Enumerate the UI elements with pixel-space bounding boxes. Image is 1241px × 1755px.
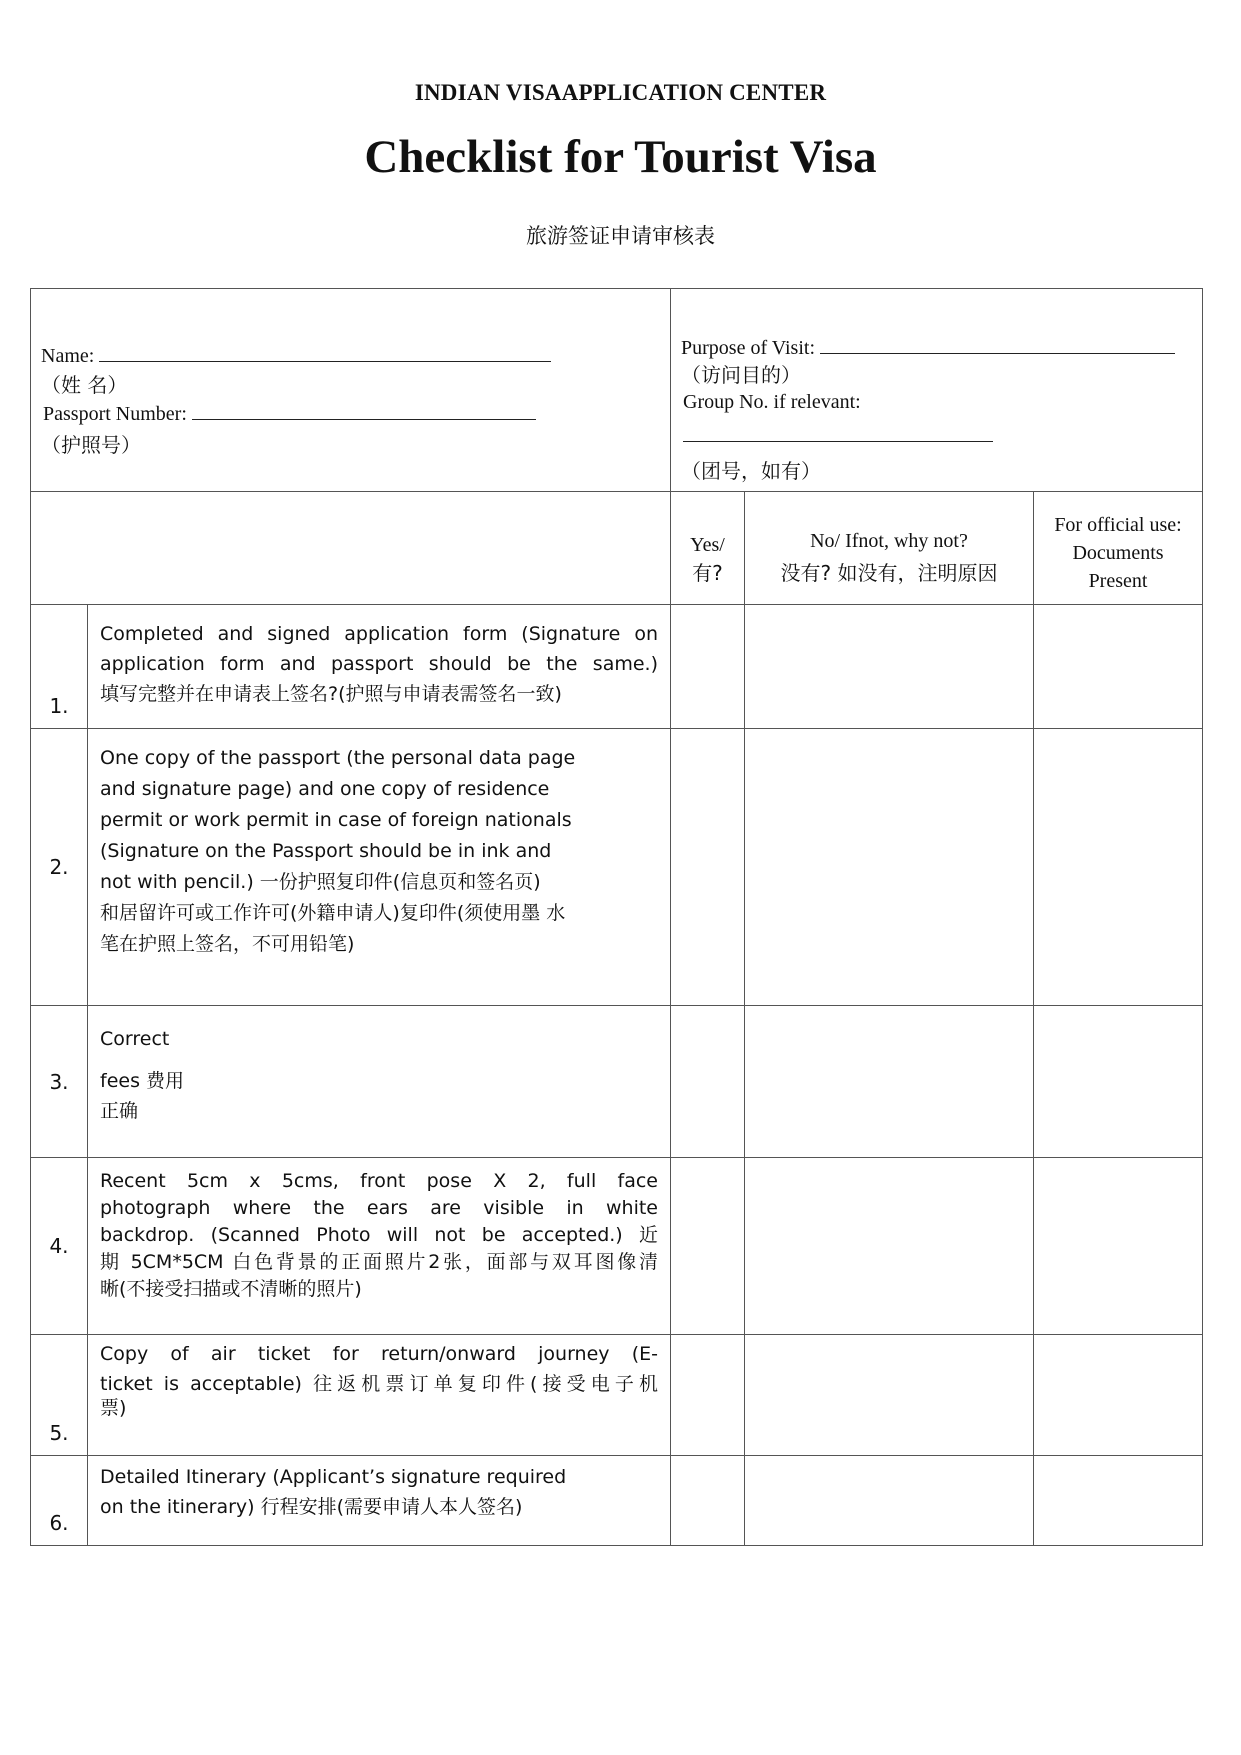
- official-header-line-2: Documents: [1072, 542, 1164, 564]
- item-number: 2.: [31, 729, 88, 1006]
- no-reason-cell[interactable]: [745, 1158, 1034, 1335]
- name-field[interactable]: [99, 343, 551, 362]
- organization-heading: INDIAN VISAAPPLICATION CENTER: [414, 80, 827, 105]
- applicant-identity-cell: [31, 289, 671, 492]
- yes-cell[interactable]: [671, 605, 745, 729]
- item-number: 5.: [31, 1335, 88, 1456]
- group-number-field[interactable]: [683, 427, 993, 442]
- official-use-column-header: [1034, 492, 1203, 605]
- official-use-cell: [1034, 1006, 1203, 1158]
- yes-cell[interactable]: [671, 1456, 745, 1546]
- yes-column-header: [671, 492, 745, 605]
- header-blank-cell: [31, 492, 671, 605]
- checklist-row: [31, 1006, 1203, 1158]
- checklist-row: [31, 605, 1203, 729]
- purpose-of-visit-field[interactable]: [820, 335, 1175, 354]
- official-use-cell: [1034, 1158, 1203, 1335]
- no-header-text: No/ Ifnot, why not?: [810, 530, 968, 552]
- no-header-chinese: 没有? 如没有，注明原因: [780, 561, 998, 585]
- page-title: Checklist for Tourist Visa: [364, 131, 877, 183]
- item-number: 3.: [31, 1006, 88, 1158]
- no-column-header: [745, 492, 1034, 605]
- checklist-row: [31, 729, 1203, 1006]
- item-description: One copy of the passport (the personal data page and signature page) and one copy of residence permit or work permit in case of foreign nationals (Signature on the Passport should be in ink and not with pencil.) 一份护照复印件(信息页和签名页) 和居留许可或工作许可(外籍申请人)复印件(须使用墨 水 笔在护照上签名，不可用铅笔): [88, 729, 671, 1006]
- no-reason-cell[interactable]: [745, 1456, 1034, 1546]
- no-reason-cell[interactable]: [745, 605, 1034, 729]
- no-reason-cell[interactable]: [745, 1335, 1034, 1456]
- item-number: 4.: [31, 1158, 88, 1335]
- purpose-of-visit-label: Purpose of Visit:: [681, 337, 815, 359]
- item-description: Detailed Itinerary (Applicant’s signature required on the itinerary) 行程安排(需要申请人本人签名): [88, 1456, 671, 1546]
- official-header-line-3: Present: [1088, 570, 1148, 592]
- item-description: Copy of air ticket for return/onward journey (E- ticket is acceptable) 往返机票订单复印件(接受电子机 票): [88, 1335, 671, 1456]
- item-description: Completed and signed application form (Signature on application form and passport should be the same.) 填写完整并在申请表上签名?(护照与申请表需签名一致): [88, 605, 671, 729]
- no-reason-cell[interactable]: [745, 1006, 1034, 1158]
- checklist-row: [31, 1158, 1203, 1335]
- official-use-cell: [1034, 605, 1203, 729]
- item-number: 6.: [31, 1456, 88, 1546]
- official-use-cell: [1034, 1335, 1203, 1456]
- official-use-cell: [1034, 729, 1203, 1006]
- name-label: Name:: [41, 345, 95, 367]
- purpose-of-visit-label-chinese: （访问目的）: [681, 363, 801, 387]
- item-description: Recent 5cm x 5cms, front pose X 2, full face photograph where the ears are visible in white backdrop. (Scanned Photo will not be accepted.) 近 期 5CM*5CM 白色背景的正面照片2张，面部与双耳图像清 晰(不接受扫描或不清晰的照片): [88, 1158, 671, 1335]
- column-header-row: [31, 492, 1203, 605]
- passport-number-label-chinese: （护照号）: [41, 433, 141, 457]
- page-title-chinese: 旅游签证申请审核表: [526, 224, 715, 248]
- yes-header-text: Yes/: [690, 534, 725, 556]
- checklist-row: [31, 1335, 1203, 1456]
- yes-header-chinese: 有?: [692, 561, 723, 585]
- group-number-label: Group No. if relevant:: [683, 391, 861, 413]
- yes-cell[interactable]: [671, 1006, 745, 1158]
- item-description: Correct fees 费用 正确: [88, 1006, 671, 1158]
- checklist-row: [31, 1456, 1203, 1546]
- official-use-cell: [1034, 1456, 1203, 1546]
- checklist-table: [30, 288, 1203, 1546]
- yes-cell[interactable]: [671, 1335, 745, 1456]
- visit-details-cell: [671, 289, 1203, 492]
- item-number: 1.: [31, 605, 88, 729]
- group-number-label-chinese: （团号，如有）: [681, 459, 821, 483]
- yes-cell[interactable]: [671, 1158, 745, 1335]
- yes-cell[interactable]: [671, 729, 745, 1006]
- applicant-info-row: [31, 289, 1203, 492]
- no-reason-cell[interactable]: [745, 729, 1034, 1006]
- official-header-line-1: For official use:: [1054, 514, 1182, 536]
- passport-number-label: Passport Number:: [43, 403, 187, 425]
- name-label-chinese: （姓 名）: [41, 373, 128, 397]
- passport-number-field[interactable]: [192, 401, 536, 420]
